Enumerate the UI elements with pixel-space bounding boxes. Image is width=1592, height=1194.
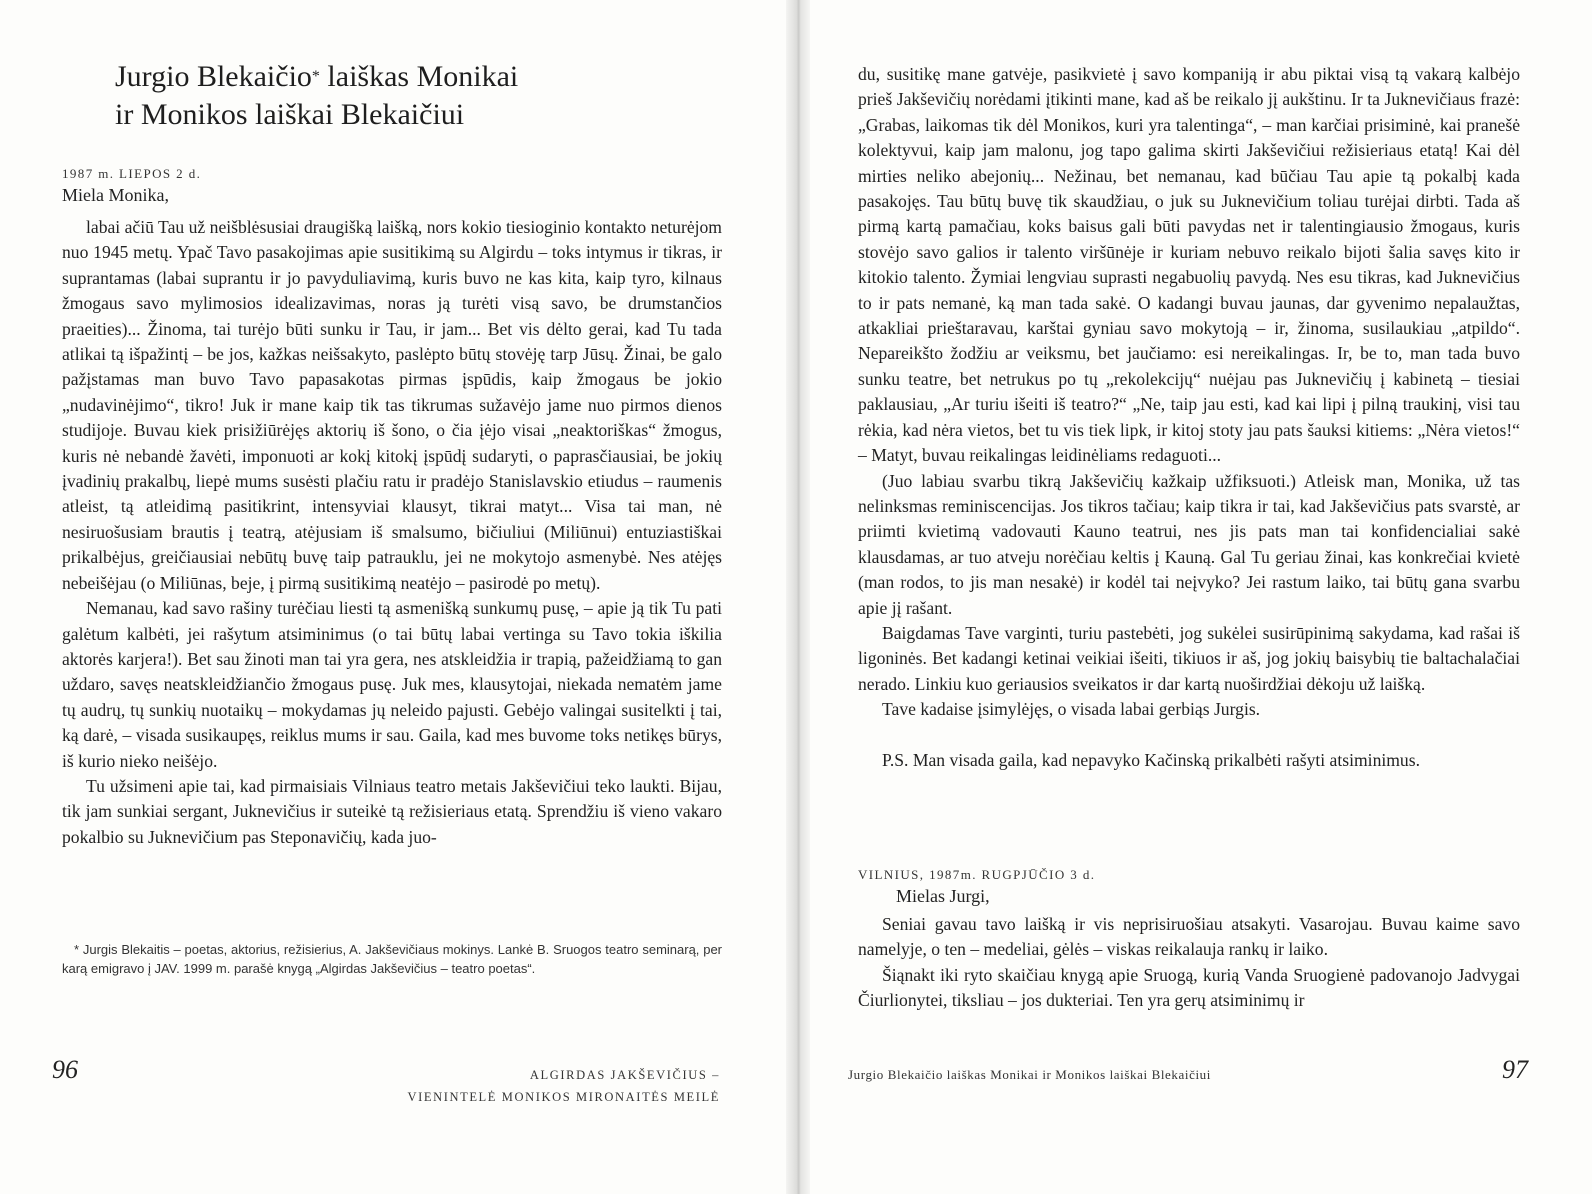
book-gutter	[786, 0, 810, 1194]
letter-date: 1987 m. LIEPOS 2 d.	[62, 166, 202, 181]
footnote	[62, 940, 722, 978]
paragraph: Šiąnakt iki ryto skaičiau knygą apie Sruogą, kurią Vanda Sruogienė padovanojo Jadvygai Čiurlionytei, tiksliau – jos dukteriai. Ten yra gerų atsiminimų ir	[858, 964, 1520, 1011]
footnote-mark: *	[311, 68, 320, 85]
spacer	[858, 723, 1520, 748]
running-head-line2: VIENINTELĖ MONIKOS MIRONAITĖS MEILĖ	[407, 1090, 720, 1104]
letter2-header	[858, 866, 1520, 909]
running-head	[407, 1064, 720, 1108]
paragraph: Seniai gavau tavo laišką ir vis neprisiruošiau atsakyti. Vasarojau. Buvau kaime savo namelyje, o ten – medeliai, gėlės – viskas reikalauja rankų ir laiko.	[858, 914, 1520, 960]
letter-header	[62, 165, 722, 208]
signature-line: Tave kadaise įsimylėjęs, o visada labai gerbiąs Jurgis.	[882, 699, 1261, 720]
letter2-salutation: Mielas Jurgi,	[896, 886, 990, 906]
letter-body	[62, 215, 722, 850]
letter2-body	[858, 912, 1520, 1014]
footnote-text: * Jurgis Blekaitis – poetas, aktorius, režisierius, A. Jakševičiaus mokinys. Lankė B. Sruogos teatro seminarą, per karą emigravo į JAV. 1999 m. parašė knygą „Algirdas Jakševičius – teatro poetas“.	[62, 942, 722, 976]
paragraph: Baigdamas Tave varginti, turiu pastebėti, jog sukėlei susirūpinimą sakydama, kad rašai iš ligoninės. Bet kadangi ketinai veikiai išeiti, tikiuos ir aš, jog jokių baisybių tie baltachalačiai nerado. Linkiu kuo geriausios sveikatos ir dar kartą nuoširdžiai dėkoju už laišką.	[858, 622, 1520, 694]
left-page	[0, 0, 788, 1194]
title-line1-rest: laiškas Monikai	[319, 60, 519, 93]
title-line1: Jurgio Blekaičio	[115, 60, 312, 93]
letter2-date: VILNIUS, 1987m. RUGPJŪČIO 3 d.	[858, 867, 1096, 882]
title-line2: ir Monikos laiškai Blekaičiui	[115, 98, 465, 131]
postscript: P.S. Man visada gaila, kad nepavyko Kačinską prikalbėti rašyti atsiminimus.	[882, 749, 1420, 770]
paragraph: du, susitikę mane gatvėje, pasikvietė į savo kompaniją ir abu piktai visą tą vakarą kalbėjo prieš Jakševičių norėdami įtikinti mane, kad aš be reikalo jį aukštinu. Ir ta Juknevičiaus frazė: „Grabas, laikomas tik dėl Monikos, kuri yra talentinga“, – man karčiai prisiminė, kai pranešė kolektyvui, kaip jam malonu, jog tapo galima skirti Jakševičiui režisieriaus etatą! Kai dėl mirties neliko abejonių... Nežinau, bet nemanau, kad būčiau Tau apie tą pokalbį kada pasakojęs. Tau būtų buvę tik skaudžiau, o juk su Juknevičium toliau turėjai dirbti. Tada aš pirmą kartą pamačiau, koks baisus gali būti pavydas net ir talentingiausio žmogaus, kuris stovėjo savo galios ir talento viršūnėje ir kuriam nebuvo reikalo bijoti šalia savęs kito ir kitokio talento. Žymiai lengviau suprasti negabuolių pavydą. Nes esu tikras, kad Juknevičius to ir pats nemanė, ką man tada sakė. O kadangi buvau jaunas, dar gyvenimo nepalaužtas, atkakliai prieštaravau, karštai gyniau savo mokytoją – ir, žinoma, susilaukiau „atpildo“. Nepareikšto žodžiu ar veiksmu, bet jaučiamo: esi nereikalingas. Ir, be to, man tada buvo sunku teatre, bet netrukus po tų „rekolekcijų“ nuėjau pas Juknevičių į kabinetą – tiesiai paklausiau, „Ar turiu išeiti iš teatro?“ „Ne, taip jau esti, kad kai lipi į pilną traukinį, visi tau rėkia, kad nėra vietos, bet tu vis tiek lipk, ir kitoj stoty jau pats šauksi kitiems: „Nėra vietos!“ – Matyt, buvau reikalingas leidinėliams redaguoti...	[858, 64, 1520, 466]
running-head-line1: ALGIRDAS JAKŠEVIČIUS –	[529, 1068, 720, 1082]
page-number: 97	[1502, 1055, 1528, 1084]
paragraph: Tu užsimeni apie tai, kad pirmaisiais Vilniaus teatro metais Jakševičiui teko laukti. Bijau, tik jam sunkiai sergant, Juknevičius ir suteikė tą režisieriaus etatą. Sprendžiu iš vieno vakaro pokalbio su Juknevičium pas Steponavičių, kada juo-	[62, 775, 722, 847]
paragraph: labai ačiū Tau už neišblėsusiai draugišką laišką, nors kokio tiesioginio kontakto neturėjom nuo 1945 metų. Ypač Tavo pasakojimas apie susitikimą su Algirdu – toks intymus ir tikras, ir suprantamas (labai suprantu ir jo pavyduliavimą, kuris buvo ne kas kita, kaip tyro, kilnaus žmogaus savo mylimosios idealizavimas, noras ją turėti visą savo, be drumstančios praeities)... Žinoma, tai turėjo būti sunku ir Tau, ir jam... Bet vis dėlto gerai, kad Tu tada atlikai tą išpažintį – be jos, kažkas neišsakyto, paslėpto būtų stovėję tarp Jūsų. Žinai, be galo pažįstamas man buvo Tavo papasakotas pirmas įspūdis, kaip žmogaus be jokio „nudavinėjimo“, tikro! Juk ir mane kaip tik tas tikrumas sužavėjo jame nuo pirmos dienos studijoje. Buvau kiek prisižiūrėjęs aktorių iš šono, o čia įėjo visai „neaktoriškas“ žmogus, kuris nė nebandė žavėti, imponuoti ar kokį kitokį įspūdį sudaryti, o paprasčiausiai, be jokių įvadinių prakalbų, liepė mums susėsti plačiu ratu ir pradėjo Stanislavskio etiudus – raumenis atleist, tą atleidimą pasitikrint, intensyviai klausyt, tikrai matyt... Visa tai man, nė nesiruošusiam brautis į teatrą, atėjusiam iš smalsumo, bičiuliui (Miliūnui) entuziastiškai prikalbėjus, greičiausiai nebūtų buvę taip patrauklu, jei ne mokytojo asmenybė. Nes atėjęs nebeišėjau (o Miliūnas, beje, į pirmą susitikimą neatėjo – pasirodė po metų).	[62, 217, 722, 593]
page-title	[115, 58, 715, 134]
letter-salutation: Miela Monika,	[62, 185, 169, 205]
paragraph: Nemanau, kad savo rašiny turėčiau liesti tą asmenišką sunkumų pusę, – apie ją tik Tu pati galėtum kalbėti, jei rašytum atsiminimus (o tai būtų labai vertinga su Tavo tokia iškilia aktorės karjera!). Bet sau žinoti man tai yra gera, nes atskleidžia ir trapią, pažeidžiamą to gan uždaro, savęs neatskleidžiančio žmogaus pusę. Juk mes, klausytojai, niekada nematėm jame tų audrų, tų sunkių nuotaikų – mokydamas jų neleido pajusti. Gebėjo valingai susitelkti į tai, ką darė, – visada susikaupęs, reiklus mums ir sau. Gaila, kad mes buvome toks netikęs būrys, iš kurio nieko neišėjo.	[62, 598, 722, 771]
paragraph: (Juo labiau svarbu tikrą Jakševičių kažkaip užfiksuoti.) Atleisk man, Monika, už tas nelinksmas reminiscencijas. Jos tikros tačiau; kaip tikra ir tai, kad Jakševičius pats svarstė, ar priimti kvietimą vadovauti Kauno teatrui, nes jis pats man tai konfidencialiai sakė klausdamas, ar tuo atveju norėčiau keltis į Kauną. Gal Tu geriau žinai, kas konkrečiai kvietė (man rodos, to jis man nesakė) ir kodėl tai neįvyko? Jei rastum laiko, tai būtų gana svarbu apie jį rašant.	[858, 470, 1520, 618]
running-head: Jurgio Blekaičio laiškas Monikai ir Monikos laiškai Blekaičiui	[848, 1067, 1211, 1082]
page-number: 96	[52, 1055, 78, 1084]
letter-body-continued	[858, 62, 1520, 773]
right-page	[808, 0, 1592, 1194]
